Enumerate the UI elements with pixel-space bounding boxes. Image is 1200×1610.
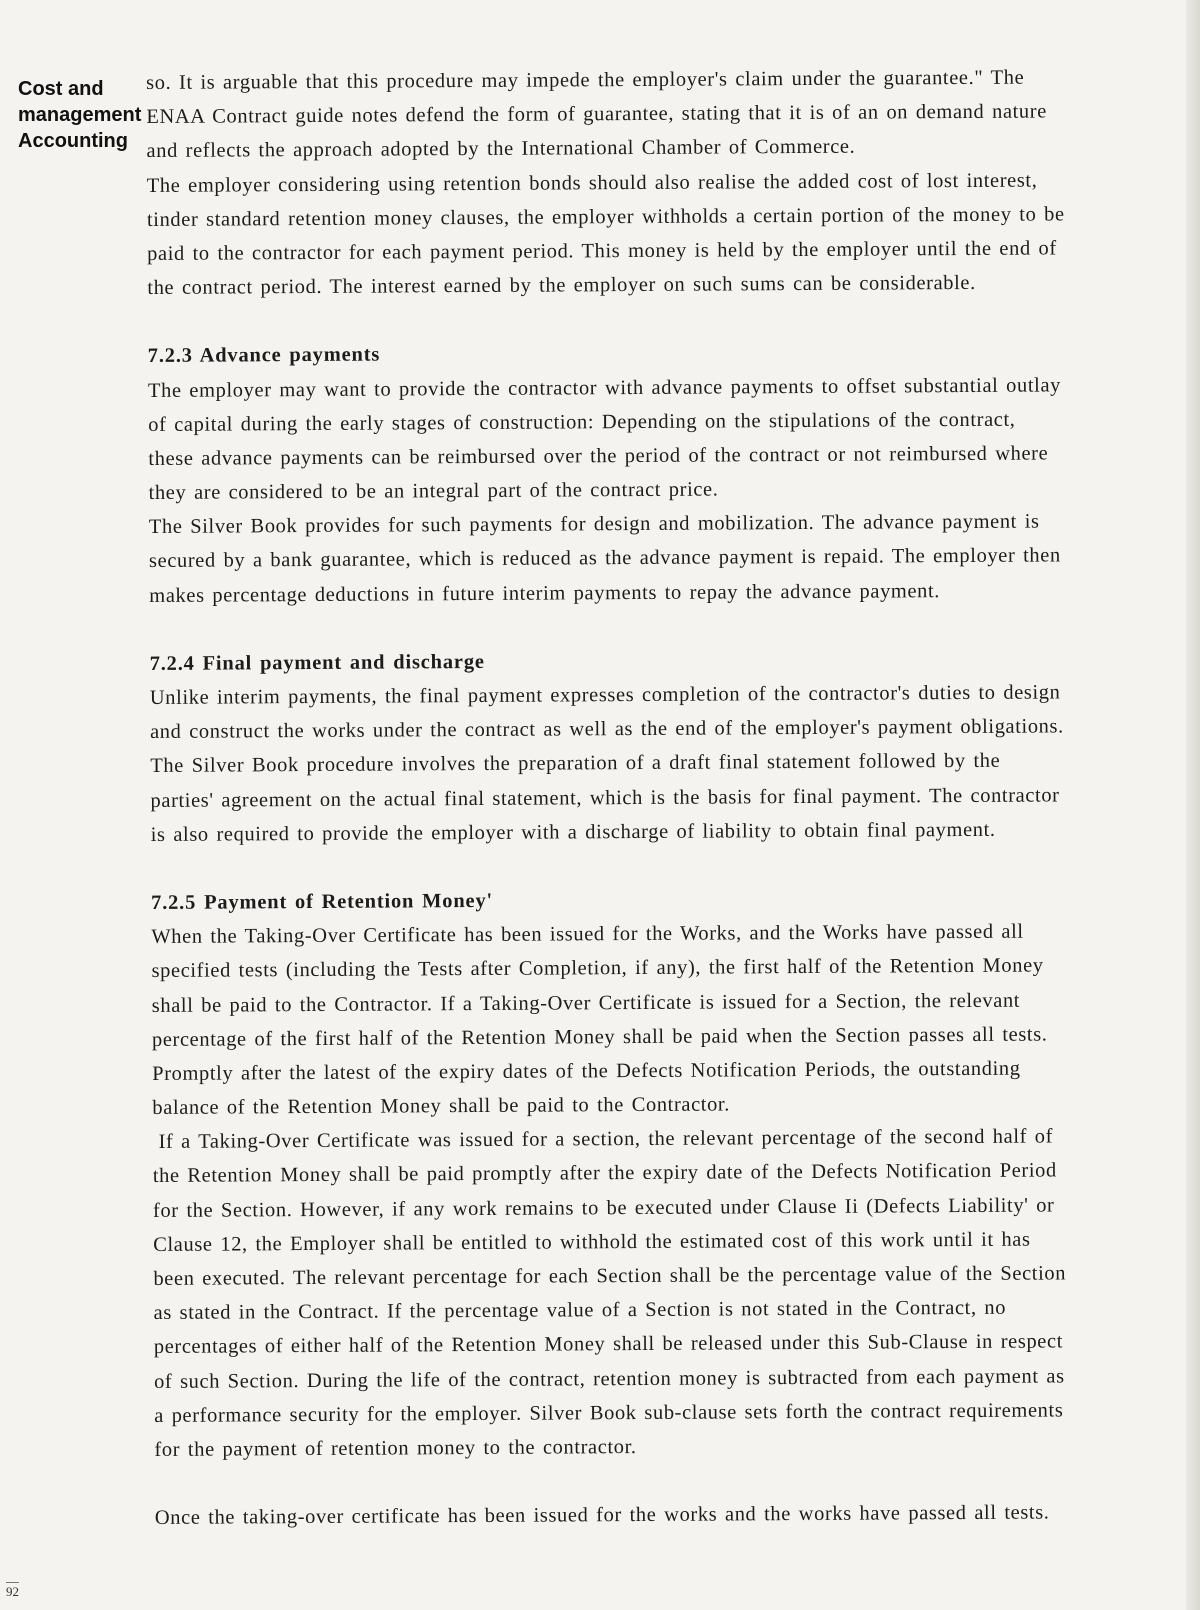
retention-money-paragraph-b: [152, 1119, 1194, 1467]
text-line: for the Section. However, if any work remains to be executed under Clause Ii (Defects Liability' or: [152, 1194, 1055, 1222]
sidebar-subject-label: [18, 76, 141, 154]
text-line: specified tests (including the Tests after Completion, if any), the first half of the Retention Money: [151, 954, 1044, 983]
text-line: Promptly after the latest of the expiry dates of the Defects Notification Periods, the outstanding: [152, 1057, 1021, 1085]
section-heading-final-payment: 7.2.4 Final payment and discharge: [149, 650, 485, 675]
text-line: of capital during the early stages of construction: Depending on the stipulations of the contract,: [148, 408, 1016, 436]
closing-line: Once the taking-over certificate has been issued for the works and the works have passed all tests.: [154, 1501, 1050, 1530]
text-line: paid to the contractor for each payment period. This money is held by the employer until the end of: [147, 237, 1057, 265]
retention-money-paragraph-a: [151, 914, 1192, 1125]
text-line: a performance security for the employer. Silver Book sub-clause sets forth the contract requirements: [154, 1399, 1064, 1427]
text-line: tinder standard retention money clauses, the employer withholds a certain portion of the money to be: [146, 203, 1065, 231]
retention-bonds-paragraph: [147, 162, 1188, 305]
text-line: makes percentage deductions in future interim payments to repay the advance payment.: [149, 579, 941, 607]
text-line: percentage of the first half of the Retention Money shall be paid when the Section passes all tests.: [151, 1023, 1048, 1051]
text-line: the Retention Money shall be paid promptly after the expiry date of the Defects Notification Period: [152, 1159, 1057, 1188]
text-line: The employer may want to provide the contractor with advance payments to offset substantial outlay: [147, 373, 1062, 402]
text-line: and construct the works under the contract as well as the end of the employer's payment obligations.: [150, 715, 1064, 744]
final-payment-paragraph: [150, 675, 1191, 852]
section-heading-advance-payments: 7.2.3 Advance payments: [147, 343, 381, 368]
intro-paragraph: [146, 60, 1187, 169]
text-line: so. It is arguable that this procedure may impede the employer's claim under the guarantee." The: [146, 66, 1025, 94]
text-line: percentages of either half of the Retention Money shall be released under this Sub-Clause in respect: [153, 1330, 1064, 1359]
sidebar-label-line: Cost and: [18, 78, 104, 100]
page-body: [146, 60, 1195, 1536]
text-line: is also required to provide the employer with a discharge of liability to obtain final payment.: [150, 818, 996, 846]
text-line: these advance payments can be reimbursed over the period of the contract or not reimbursed where: [148, 442, 1049, 470]
text-line: parties' agreement on the actual final statement, which is the basis for final payment. The contractor: [150, 783, 1060, 812]
text-line: The Silver Book provides for such payments for design and mobilization. The advance payment is: [148, 510, 1040, 539]
text-line: If a Taking-Over Certificate was issued for a section, the relevant percentage of the second half of: [158, 1125, 1054, 1154]
text-line: and reflects the approach adopted by the International Chamber of Commerce.: [146, 136, 856, 163]
section-heading-retention-money: 7.2.5 Payment of Retention Money': [151, 889, 494, 914]
text-line: for the payment of retention money to the contractor.: [154, 1435, 637, 1461]
text-line: the contract period. The interest earned by the employer on such sums can be considerable.: [147, 272, 976, 300]
text-line: of such Section. During the life of the contract, retention money is subtracted from each payment as: [153, 1364, 1065, 1393]
text-line: Unlike interim payments, the final payment expresses completion of the contractor's duties to design: [149, 681, 1061, 709]
page-number: 92: [6, 1584, 19, 1599]
text-line: balance of the Retention Money shall be paid to the Contractor.: [152, 1093, 730, 1120]
text-line: The employer considering using retention bonds should also realise the added cost of lost interest,: [146, 169, 1038, 197]
text-line: shall be paid to the Contractor. If a Taking-Over Certificate is issued for a Section, the relevant: [151, 989, 1021, 1017]
text-line: The Silver Book procedure involves the preparation of a draft final statement followed by the: [150, 750, 1001, 778]
text-line: ENAA Contract guide notes defend the form of guarantee, stating that it is of an on demand nature: [146, 100, 1047, 129]
text-line: they are considered to be an integral part of the contract price.: [148, 478, 719, 505]
sidebar-label-line: Accounting: [18, 130, 128, 152]
text-line: as stated in the Contract. If the percentage value of a Section is not stated in the Contract, no: [153, 1296, 1007, 1325]
text-line: Clause 12, the Employer shall be entitled to withhold the estimated cost of this work until it has: [153, 1228, 1031, 1256]
text-line: secured by a bank guarantee, which is reduced as the advance payment is repaid. The employer then: [148, 544, 1061, 573]
advance-payments-paragraph: [148, 367, 1189, 613]
text-line: been executed. The relevant percentage for each Section shall be the percentage value of the Section: [153, 1262, 1067, 1290]
text-line: When the Taking-Over Certificate has been issued for the Works, and the Works have passed all: [151, 920, 1024, 949]
sidebar-label-line: management: [18, 104, 142, 126]
